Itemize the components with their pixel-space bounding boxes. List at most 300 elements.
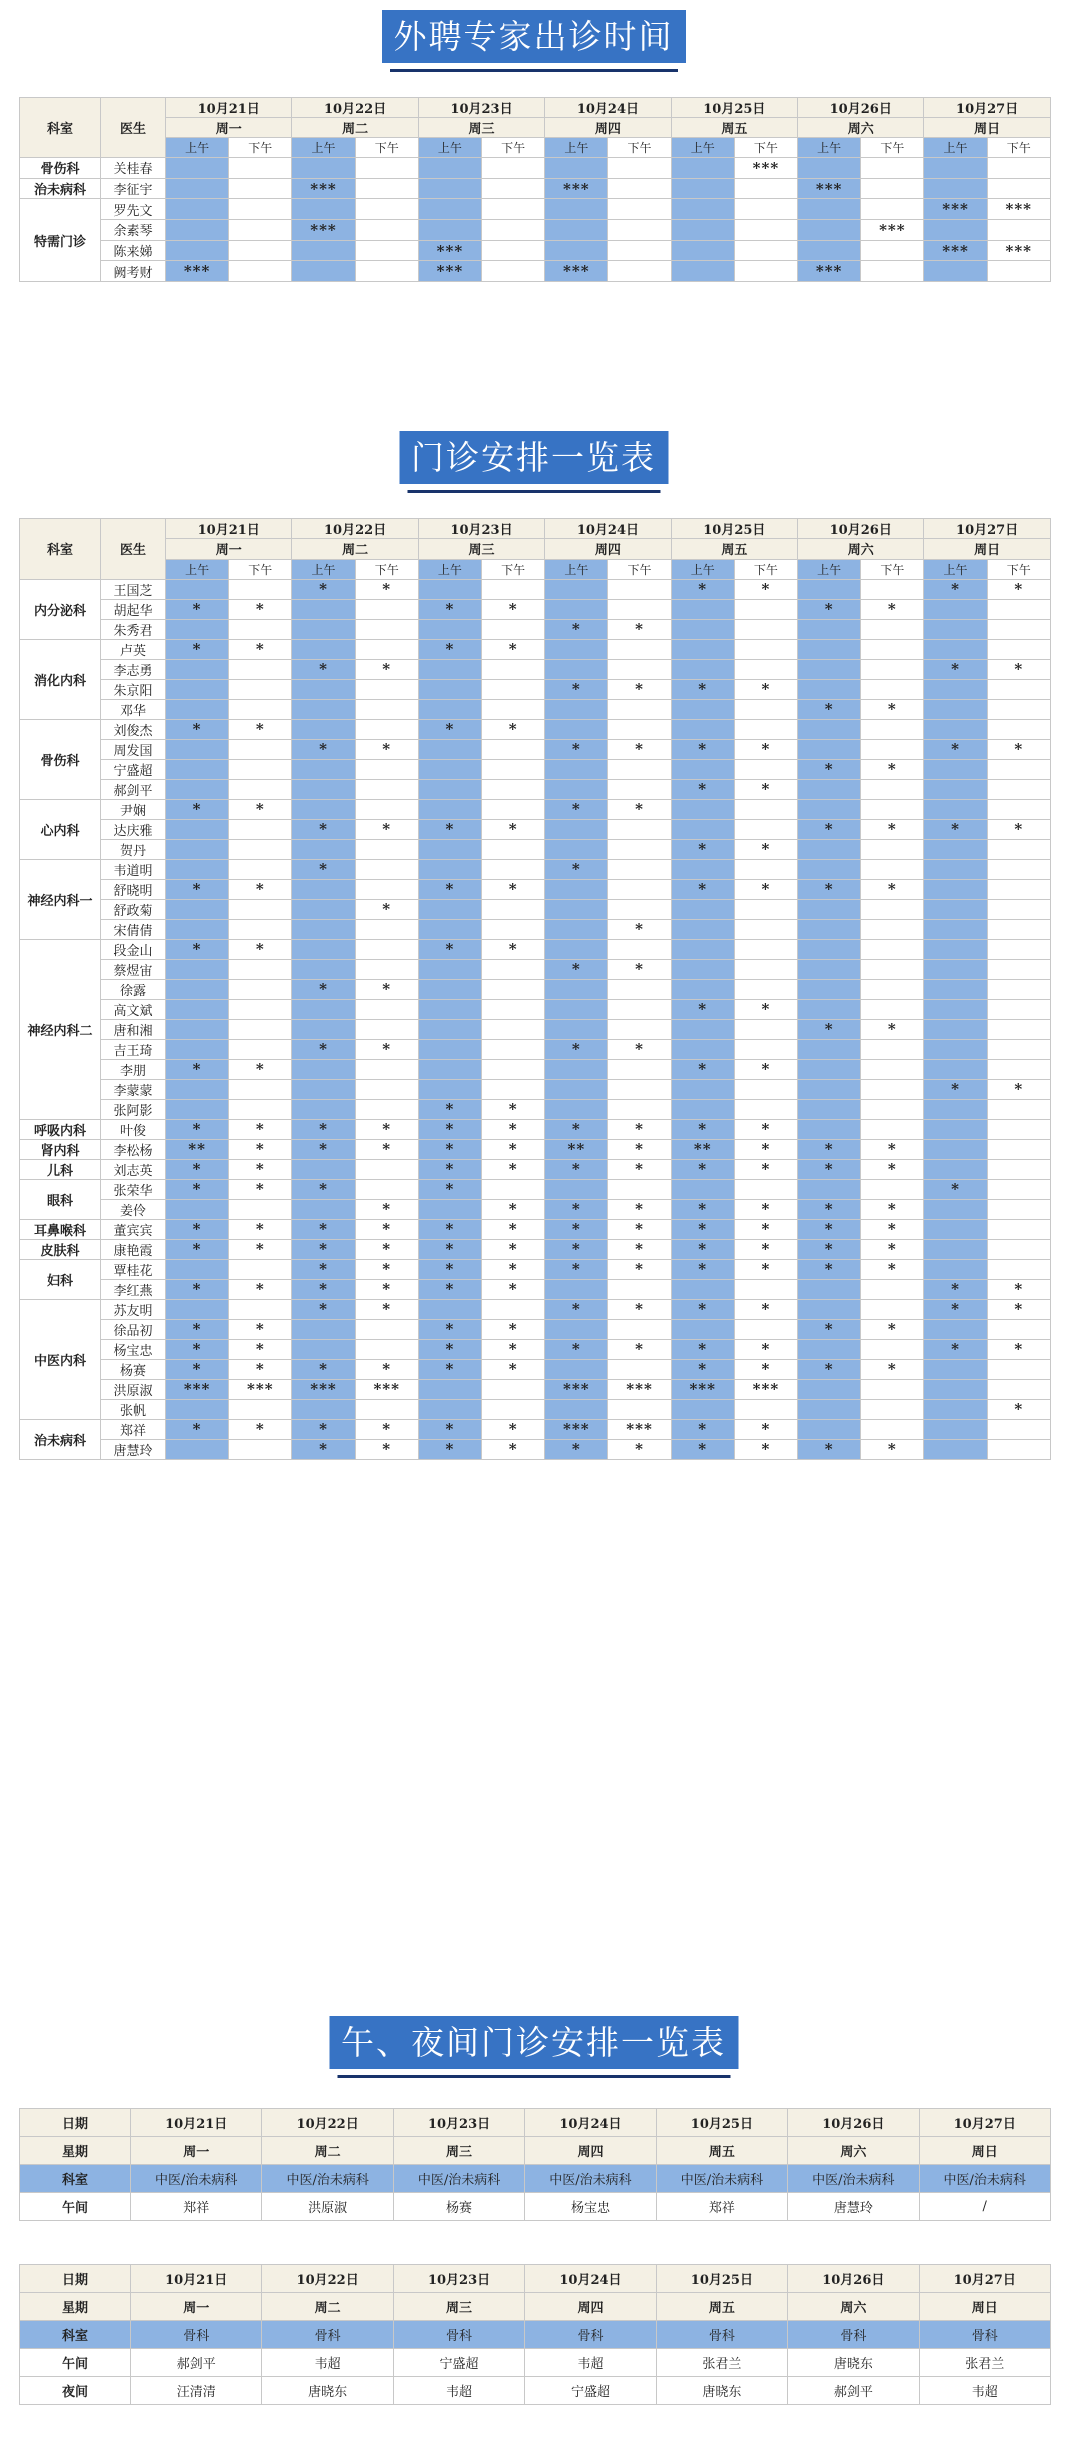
schedule-cell: *: [418, 1219, 481, 1239]
schedule-cell: [482, 979, 545, 999]
doctor-name: 姜伶: [101, 1199, 166, 1219]
schedule-cell: *: [292, 739, 355, 759]
schedule-cell: [987, 999, 1050, 1019]
schedule-cell: [734, 919, 797, 939]
schedule-cell: [987, 979, 1050, 999]
schedule-cell: [861, 1299, 924, 1319]
table-row: [20, 1059, 1051, 1079]
schedule-cell: [671, 659, 734, 679]
schedule-cell: [545, 158, 608, 179]
doctor-name: 洪原淑: [101, 1379, 166, 1399]
schedule-cell: [861, 1399, 924, 1419]
schedule-cell: *: [861, 699, 924, 719]
schedule-cell: ***: [545, 1419, 608, 1439]
dept-name: 心内科: [20, 799, 101, 859]
schedule-cell: *: [355, 1299, 418, 1319]
schedule-cell: [482, 178, 545, 199]
schedule-cell: ***: [545, 178, 608, 199]
schedule-cell: [545, 759, 608, 779]
schedule-cell: [418, 679, 481, 699]
schedule-cell: [166, 899, 229, 919]
schedule-cell: *: [418, 719, 481, 739]
schedule-cell: [861, 739, 924, 759]
schedule-cell: [608, 158, 671, 179]
doctor-name: 关桂春: [101, 158, 166, 179]
schedule-cell: [166, 178, 229, 199]
schedule-cell: *: [355, 1139, 418, 1159]
schedule-cell: [987, 879, 1050, 899]
schedule-cell: *: [482, 1239, 545, 1259]
schedule-cell: [482, 679, 545, 699]
schedule-cell: [355, 639, 418, 659]
schedule-cell: *: [418, 1279, 481, 1299]
schedule-cell: *: [734, 839, 797, 859]
schedule-cell: [418, 1399, 481, 1419]
schedule-cell: *: [545, 1199, 608, 1219]
header-dept: 科室: [20, 519, 101, 580]
schedule-cell: [734, 899, 797, 919]
schedule-cell: [987, 839, 1050, 859]
header-date: 10月26日: [798, 98, 924, 118]
header-weekday: 周日: [924, 118, 1050, 138]
schedule-cell: [608, 1099, 671, 1119]
schedule-cell: [482, 240, 545, 261]
schedule-cell: *: [355, 1259, 418, 1279]
schedule-cell: [166, 919, 229, 939]
date-cell: 10月27日: [919, 2109, 1050, 2137]
schedule-cell: [292, 839, 355, 859]
table-row: [20, 899, 1051, 919]
schedule-cell: *: [608, 619, 671, 639]
schedule-cell: *: [734, 1439, 797, 1459]
schedule-cell: [734, 619, 797, 639]
schedule-cell: [987, 639, 1050, 659]
schedule-cell: *: [482, 1279, 545, 1299]
schedule-cell: *: [608, 1219, 671, 1239]
schedule-cell: [229, 1039, 292, 1059]
schedule-cell: [229, 739, 292, 759]
dept-name: 内分泌科: [20, 579, 101, 639]
header-am: 上午: [924, 559, 987, 579]
schedule-cell: *: [608, 1259, 671, 1279]
schedule-cell: [798, 979, 861, 999]
schedule-cell: [924, 959, 987, 979]
schedule-cell: *: [987, 1079, 1050, 1099]
schedule-cell: [734, 199, 797, 220]
doctor-name: 张帆: [101, 1399, 166, 1419]
schedule-cell: [987, 1159, 1050, 1179]
schedule-cell: [861, 959, 924, 979]
weekday-cell: 周三: [393, 2137, 524, 2165]
schedule-cell: [229, 1099, 292, 1119]
header-weekday: 周日: [924, 539, 1050, 559]
schedule-cell: *: [418, 1339, 481, 1359]
table-row: [20, 859, 1051, 879]
schedule-cell: *: [229, 1179, 292, 1199]
schedule-cell: *: [229, 639, 292, 659]
schedule-cell: [166, 1079, 229, 1099]
schedule-cell: [734, 1179, 797, 1199]
schedule-cell: [545, 979, 608, 999]
dept-cell: 中医/治未病科: [919, 2165, 1050, 2193]
schedule-cell: *: [671, 679, 734, 699]
schedule-cell: [861, 919, 924, 939]
schedule-cell: *: [545, 679, 608, 699]
schedule-cell: [924, 779, 987, 799]
schedule-cell: *: [166, 1119, 229, 1139]
schedule-cell: [861, 1099, 924, 1119]
schedule-cell: *: [166, 1159, 229, 1179]
schedule-cell: [482, 919, 545, 939]
schedule-cell: [671, 1319, 734, 1339]
schedule-cell: [418, 799, 481, 819]
schedule-cell: [734, 1279, 797, 1299]
schedule-cell: *: [482, 1439, 545, 1459]
schedule-cell: ***: [924, 199, 987, 220]
schedule-cell: [166, 999, 229, 1019]
doctor-name: 李红燕: [101, 1279, 166, 1299]
expert-title: 外聘专家出诊时间: [382, 10, 686, 63]
schedule-cell: [671, 261, 734, 282]
schedule-cell: [355, 959, 418, 979]
doctor-name: 郝剑平: [101, 779, 166, 799]
table-row: [20, 599, 1051, 619]
header-pm: 下午: [734, 559, 797, 579]
schedule-cell: [987, 1099, 1050, 1119]
schedule-cell: *: [545, 1239, 608, 1259]
schedule-cell: [671, 599, 734, 619]
schedule-cell: ***: [166, 261, 229, 282]
table-row: [20, 919, 1051, 939]
schedule-cell: [229, 619, 292, 639]
header-weekday: 周二: [292, 539, 418, 559]
schedule-cell: *: [482, 819, 545, 839]
dept-name: 中医内科: [20, 1299, 101, 1419]
schedule-cell: [924, 1379, 987, 1399]
schedule-cell: *: [355, 1119, 418, 1139]
dept-name: 妇科: [20, 1259, 101, 1299]
schedule-cell: [166, 959, 229, 979]
schedule-cell: [987, 799, 1050, 819]
schedule-cell: [987, 599, 1050, 619]
schedule-cell: [355, 261, 418, 282]
schedule-cell: [924, 859, 987, 879]
schedule-cell: *: [924, 579, 987, 599]
schedule-cell: [229, 679, 292, 699]
night-doctor-cell: 唐晓东: [262, 2377, 393, 2405]
dept-name: 肾内科: [20, 1139, 101, 1159]
schedule-cell: [608, 1279, 671, 1299]
schedule-cell: *: [355, 1419, 418, 1439]
schedule-cell: *: [229, 799, 292, 819]
schedule-cell: [924, 1259, 987, 1279]
schedule-cell: *: [861, 819, 924, 839]
schedule-cell: [608, 779, 671, 799]
schedule-cell: [355, 939, 418, 959]
doctor-name: 韦道明: [101, 859, 166, 879]
date-cell: 10月24日: [525, 2109, 656, 2137]
table-row: [20, 719, 1051, 739]
schedule-cell: [292, 1099, 355, 1119]
schedule-cell: [861, 1059, 924, 1079]
schedule-cell: [608, 240, 671, 261]
doctor-name: 胡起华: [101, 599, 166, 619]
schedule-cell: **: [671, 1139, 734, 1159]
schedule-cell: *: [229, 1319, 292, 1339]
header-pm: 下午: [229, 138, 292, 158]
doctor-name: 李朋: [101, 1059, 166, 1079]
dept-cell: 骨科: [262, 2321, 393, 2349]
schedule-cell: [798, 939, 861, 959]
schedule-cell: [166, 1299, 229, 1319]
schedule-cell: *: [734, 1339, 797, 1359]
date-cell: 10月26日: [788, 2265, 919, 2293]
schedule-cell: [861, 639, 924, 659]
table-row: [20, 1119, 1051, 1139]
schedule-cell: *: [608, 799, 671, 819]
schedule-cell: *: [798, 1219, 861, 1239]
schedule-cell: [292, 1339, 355, 1359]
doctor-name: 余素琴: [101, 220, 166, 241]
schedule-cell: [545, 939, 608, 959]
schedule-cell: *: [355, 579, 418, 599]
schedule-cell: *: [608, 959, 671, 979]
schedule-cell: ***: [545, 261, 608, 282]
dept-cell: 骨科: [525, 2321, 656, 2349]
schedule-cell: [861, 899, 924, 919]
table-row: [20, 261, 1051, 282]
schedule-cell: *: [229, 1239, 292, 1259]
schedule-cell: [545, 599, 608, 619]
schedule-cell: *: [734, 1219, 797, 1239]
schedule-cell: ***: [418, 261, 481, 282]
schedule-cell: *: [671, 779, 734, 799]
table-row: [20, 1039, 1051, 1059]
header-pm: 下午: [355, 138, 418, 158]
schedule-cell: [355, 759, 418, 779]
schedule-cell: *: [924, 1299, 987, 1319]
dept-cell: 中医/治未病科: [525, 2165, 656, 2193]
schedule-cell: [292, 1019, 355, 1039]
schedule-cell: *: [924, 1179, 987, 1199]
schedule-cell: [861, 1039, 924, 1059]
schedule-cell: [355, 1079, 418, 1099]
schedule-cell: [292, 799, 355, 819]
schedule-cell: *: [798, 1439, 861, 1459]
schedule-cell: [798, 839, 861, 859]
dept-cell: 骨科: [788, 2321, 919, 2349]
doctor-name: 宋倩倩: [101, 919, 166, 939]
schedule-cell: [482, 1039, 545, 1059]
schedule-cell: [924, 178, 987, 199]
schedule-cell: [924, 719, 987, 739]
schedule-cell: [166, 1199, 229, 1219]
table-row: [20, 1019, 1051, 1039]
schedule-cell: [608, 1399, 671, 1419]
schedule-cell: *: [482, 1139, 545, 1159]
schedule-cell: [987, 1119, 1050, 1139]
schedule-cell: [861, 979, 924, 999]
schedule-cell: [987, 759, 1050, 779]
schedule-cell: [734, 240, 797, 261]
schedule-cell: [798, 1419, 861, 1439]
doctor-name: 唐和湘: [101, 1019, 166, 1039]
schedule-cell: [987, 719, 1050, 739]
schedule-cell: [861, 1179, 924, 1199]
schedule-cell: [671, 1019, 734, 1039]
schedule-cell: [734, 939, 797, 959]
table-row: [20, 879, 1051, 899]
schedule-cell: *: [545, 859, 608, 879]
schedule-cell: [798, 1039, 861, 1059]
schedule-cell: *: [861, 1259, 924, 1279]
schedule-cell: [798, 919, 861, 939]
schedule-cell: [482, 579, 545, 599]
doctor-name: 郑祥: [101, 1419, 166, 1439]
schedule-cell: [608, 599, 671, 619]
schedule-cell: *: [418, 1159, 481, 1179]
schedule-cell: *: [418, 1099, 481, 1119]
schedule-cell: [482, 1079, 545, 1099]
schedule-cell: [355, 839, 418, 859]
doctor-name: 唐慧玲: [101, 1439, 166, 1459]
schedule-cell: [229, 1439, 292, 1459]
schedule-cell: [166, 1099, 229, 1119]
schedule-cell: *: [482, 1159, 545, 1179]
schedule-cell: [987, 1179, 1050, 1199]
schedule-cell: [166, 979, 229, 999]
schedule-cell: [418, 1019, 481, 1039]
schedule-cell: [987, 1359, 1050, 1379]
schedule-cell: [861, 619, 924, 639]
schedule-cell: [418, 859, 481, 879]
schedule-cell: [608, 979, 671, 999]
schedule-cell: [355, 178, 418, 199]
schedule-cell: [292, 1059, 355, 1079]
schedule-cell: [798, 240, 861, 261]
schedule-cell: [987, 1259, 1050, 1279]
schedule-cell: *: [798, 1259, 861, 1279]
schedule-cell: [671, 859, 734, 879]
schedule-cell: [292, 959, 355, 979]
schedule-cell: [292, 1079, 355, 1099]
schedule-cell: [987, 939, 1050, 959]
schedule-cell: [987, 959, 1050, 979]
schedule-cell: [355, 919, 418, 939]
schedule-cell: *: [545, 1439, 608, 1459]
schedule-cell: *: [355, 1039, 418, 1059]
schedule-cell: *: [861, 1019, 924, 1039]
table-row: [20, 1279, 1051, 1299]
dept-name: 儿科: [20, 1159, 101, 1179]
schedule-cell: [924, 679, 987, 699]
schedule-cell: [545, 819, 608, 839]
schedule-cell: [292, 639, 355, 659]
header-weekday: 周六: [798, 118, 924, 138]
schedule-cell: [987, 1039, 1050, 1059]
schedule-cell: *: [355, 899, 418, 919]
schedule-cell: *: [545, 1039, 608, 1059]
noon-doctor-cell: 张君兰: [656, 2349, 787, 2377]
schedule-cell: [355, 1399, 418, 1419]
schedule-cell: [671, 959, 734, 979]
weekday-cell: 周日: [919, 2137, 1050, 2165]
schedule-cell: *: [861, 1199, 924, 1219]
schedule-cell: [545, 879, 608, 899]
schedule-cell: *: [924, 1339, 987, 1359]
schedule-cell: [545, 1179, 608, 1199]
schedule-cell: [545, 999, 608, 1019]
date-cell: 10月25日: [656, 2109, 787, 2137]
schedule-cell: [482, 1299, 545, 1319]
night-doctor-cell: 唐晓东: [656, 2377, 787, 2405]
schedule-cell: [545, 1359, 608, 1379]
schedule-cell: [166, 699, 229, 719]
schedule-cell: [418, 199, 481, 220]
schedule-cell: *: [418, 1119, 481, 1139]
schedule-cell: *: [292, 1119, 355, 1139]
schedule-cell: [166, 759, 229, 779]
schedule-cell: *: [482, 1119, 545, 1139]
schedule-cell: [418, 1379, 481, 1399]
schedule-cell: [229, 759, 292, 779]
table-row: [20, 1399, 1051, 1419]
schedule-cell: *: [545, 619, 608, 639]
schedule-cell: *: [861, 1159, 924, 1179]
table-row: [20, 1259, 1051, 1279]
schedule-cell: ***: [229, 1379, 292, 1399]
schedule-cell: [608, 261, 671, 282]
schedule-cell: *: [734, 1199, 797, 1219]
schedule-cell: [734, 1099, 797, 1119]
schedule-cell: *: [482, 719, 545, 739]
schedule-cell: [798, 1099, 861, 1119]
schedule-cell: [166, 1439, 229, 1459]
schedule-cell: [608, 939, 671, 959]
schedule-cell: *: [418, 1179, 481, 1199]
schedule-cell: [166, 579, 229, 599]
schedule-cell: [292, 1199, 355, 1219]
header-pm: 下午: [482, 559, 545, 579]
schedule-cell: *: [671, 1119, 734, 1139]
table-row: [20, 1419, 1051, 1439]
schedule-cell: *: [734, 879, 797, 899]
noon-doctor-cell: 郝剑平: [131, 2349, 262, 2377]
table-row: [20, 1319, 1051, 1339]
schedule-cell: [924, 1359, 987, 1379]
noon-night-title: 午、夜间门诊安排一览表: [329, 2016, 738, 2069]
header-am: 上午: [671, 138, 734, 158]
dept-name: 特需门诊: [20, 199, 101, 282]
schedule-cell: [924, 839, 987, 859]
schedule-cell: [608, 999, 671, 1019]
doctor-name: 达庆雅: [101, 819, 166, 839]
schedule-cell: [608, 1019, 671, 1039]
schedule-cell: [734, 1019, 797, 1039]
schedule-cell: *: [987, 1299, 1050, 1319]
schedule-cell: [608, 178, 671, 199]
schedule-cell: [798, 1059, 861, 1079]
schedule-cell: [482, 659, 545, 679]
schedule-cell: [798, 899, 861, 919]
schedule-cell: [229, 1259, 292, 1279]
schedule-cell: [418, 659, 481, 679]
schedule-cell: *: [355, 1199, 418, 1219]
schedule-cell: [355, 799, 418, 819]
schedule-cell: [734, 719, 797, 739]
schedule-cell: [671, 240, 734, 261]
schedule-cell: [671, 899, 734, 919]
